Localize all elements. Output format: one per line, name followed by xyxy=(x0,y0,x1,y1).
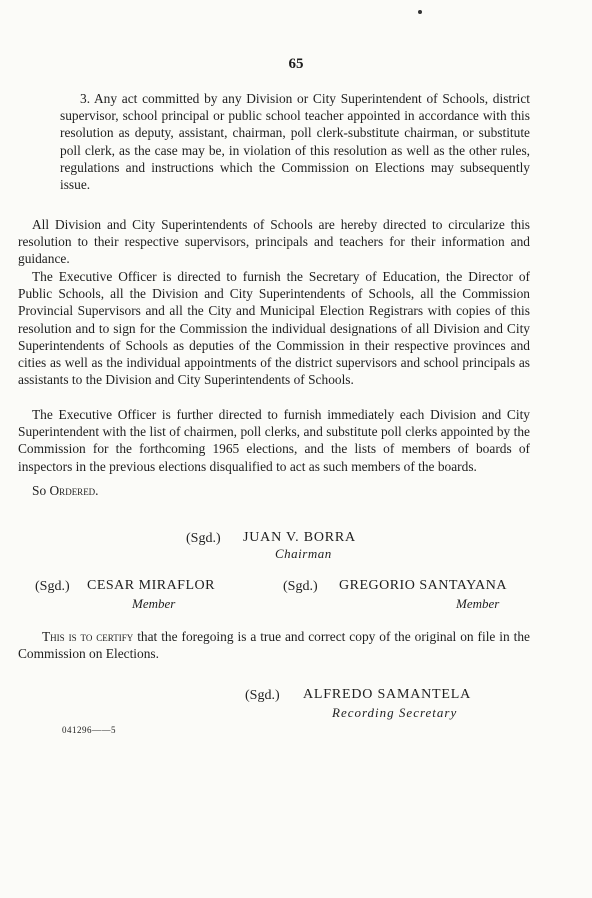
page-number: 65 xyxy=(288,56,304,72)
member1-name: CESAR MIRAFLOR xyxy=(87,578,215,593)
certification-rest: that the foregoing is a true and correct copy of the original on file in the Commission on Elections. xyxy=(18,629,530,662)
ink-speck xyxy=(418,10,422,14)
print-code: 041296——5 xyxy=(62,725,116,735)
paragraph-executive-officer-further: The Executive Officer is further directed to furnish immediately each Division and City Superintendent with the list of chairmen, poll clerks, and substitute poll clerks appointed by the Commission for the forthcoming 1965 elections, and the lists of members of boards of inspectors in the previous elections disqualified to act as such members of the boards. xyxy=(18,407,530,474)
member1-sgd: (Sgd.) xyxy=(35,579,70,594)
member1-title: Member xyxy=(132,596,176,611)
chairman-title: Chairman xyxy=(275,546,332,561)
chairman-name: JUAN V. BORRA xyxy=(243,530,356,545)
secretary-name: ALFREDO SAMANTELA xyxy=(303,687,471,702)
paragraph-circularize: All Division and City Superintendents of Schools are hereby directed to circularize this resolution to their respective supervisors, principals and teachers for their information and guidance. xyxy=(18,217,530,267)
secretary-sgd: (Sgd.) xyxy=(245,688,280,703)
certification-lead: This is to certify xyxy=(42,629,134,644)
secretary-title: Recording Secretary xyxy=(332,705,458,720)
member2-title: Member xyxy=(456,596,500,611)
so-word: So xyxy=(32,483,47,498)
chairman-sgd: (Sgd.) xyxy=(186,531,221,546)
so-ordered xyxy=(32,483,99,499)
member2-sgd: (Sgd.) xyxy=(283,579,318,594)
paragraph-item-3: 3. Any act committed by any Division or City Superintendent of Schools, district supervisor, school principal or public school teacher appointed in accordance with this resolution as deputy, assistant, chairman, poll clerk-substitute chairman, or substitute poll clerk, as the case may be, in violation of this resolution as well as the other rules, regulations and instructions which the Commission on Elections may subsequently issue. xyxy=(60,91,530,193)
certification-text xyxy=(18,628,530,662)
ordered-word: Ordered. xyxy=(49,483,99,498)
member2-name: GREGORIO SANTAYANA xyxy=(339,578,507,593)
paragraph-executive-officer: The Executive Officer is directed to furnish the Secretary of Education, the Director of Public Schools, all the Division and City Superintendents of Schools, all the Commission Provincial Supervisors and all the City and Municipal Election Registrars with copies of this resolution and to sign for the Commission the individual designations of all Division and City Superintendents of Schools as deputies of the Commission in their respective provinces and cities as well as the individual appointments of the district supervisors and school principals as assistants to the Division and City Superintendents of Schools. xyxy=(18,269,530,388)
